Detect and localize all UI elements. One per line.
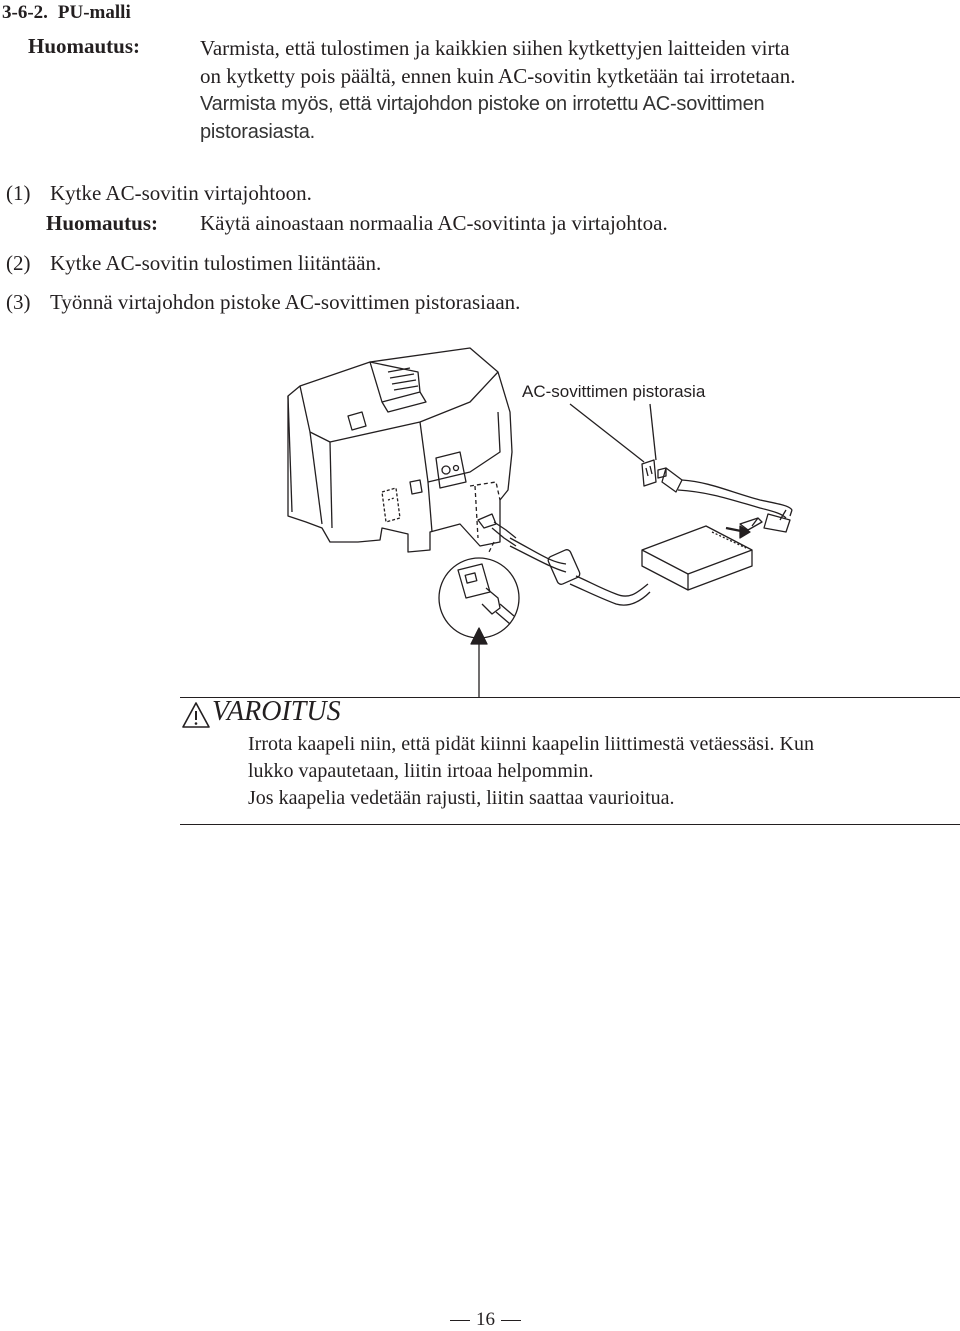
adapter-socket bbox=[642, 460, 792, 538]
note2-label: Huomautus: bbox=[46, 211, 159, 235]
section-heading bbox=[2, 2, 131, 24]
step-number: (3) bbox=[6, 290, 31, 314]
warning-line: Irrota kaapeli niin, että pidät kiinni kaapelin liittimestä vetäessäsi. Kun bbox=[248, 733, 814, 755]
note-line: pistorasiasta. bbox=[200, 121, 316, 143]
note-line: on kytketty pois päältä, ennen kuin AC-sovitin kytketään tai irrotetaan. bbox=[200, 64, 796, 88]
connector-zoom-inset bbox=[439, 542, 519, 698]
warning-line: lukko vapautetaan, liitin irtoaa helpommin. bbox=[248, 760, 594, 782]
page-number-dash bbox=[501, 1320, 521, 1321]
step-2 bbox=[6, 251, 381, 276]
section-title: PU-malli bbox=[57, 2, 131, 23]
note-line: Varmista myös, että virtajohdon pistoke on irrotettu AC-sovittimen bbox=[200, 93, 765, 115]
warning-title: VAROITUS bbox=[212, 696, 341, 727]
note-label: Huomautus: bbox=[28, 34, 141, 58]
note-line: Varmista, että tulostimen ja kaikkien siihen kytkettyjen laitteiden virta bbox=[200, 36, 790, 60]
step-number: (2) bbox=[6, 251, 31, 275]
step-text: Työnnä virtajohdon pistoke AC-sovittimen pistorasiaan. bbox=[50, 290, 521, 314]
step-1 bbox=[6, 181, 312, 206]
warning-bottom-rule bbox=[180, 824, 960, 825]
note2-body: Käytä ainoastaan normaalia AC-sovitinta ja virtajohtoa. bbox=[200, 211, 668, 235]
page-number-value: 16 bbox=[476, 1309, 495, 1330]
callout-leader bbox=[570, 404, 644, 462]
socket-callout-label: AC-sovittimen pistorasia bbox=[522, 382, 706, 401]
callout-leader bbox=[650, 404, 656, 460]
adapter-cable bbox=[478, 514, 650, 605]
page-number-dash bbox=[450, 1320, 470, 1321]
step-3 bbox=[6, 290, 520, 315]
step-text: Kytke AC-sovitin tulostimen liitäntään. bbox=[50, 251, 382, 275]
step-number: (1) bbox=[6, 181, 31, 205]
warning-line: Jos kaapelia vedetään rajusti, liitin saattaa vaurioitua. bbox=[248, 787, 675, 809]
warning-body bbox=[248, 731, 814, 812]
warning-triangle-icon bbox=[181, 701, 211, 729]
section-number: 3-6-2. bbox=[2, 2, 48, 23]
note-body bbox=[200, 34, 795, 146]
step-text: Kytke AC-sovitin virtajohtoon. bbox=[50, 181, 312, 205]
